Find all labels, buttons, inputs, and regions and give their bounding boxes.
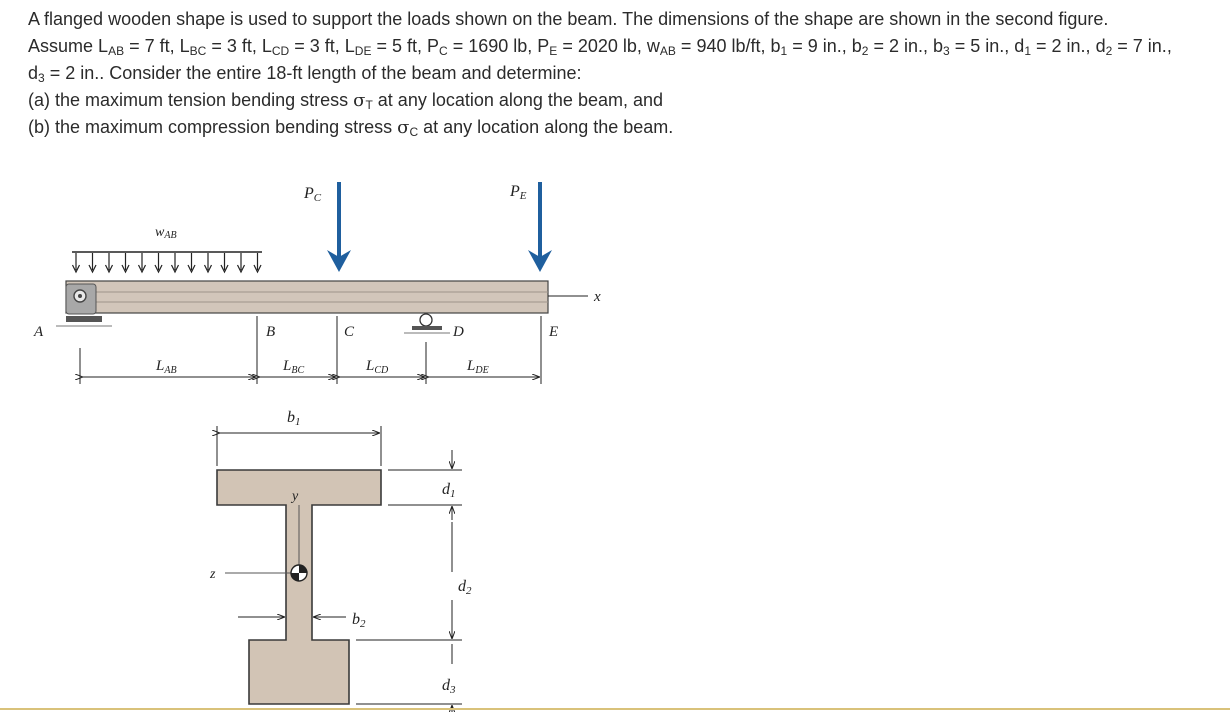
centroid-icon xyxy=(291,565,307,581)
given-symbol: L xyxy=(261,36,272,56)
given-value: 2 in. xyxy=(1051,36,1086,56)
part-b-text: (b) the maximum compression bending stress xyxy=(28,117,398,137)
given-subscript: DE xyxy=(354,44,372,58)
given-symbol: b xyxy=(770,36,781,56)
point-load-pe xyxy=(509,182,552,272)
given-symbol: L xyxy=(344,36,355,56)
given-symbol: w xyxy=(646,36,660,56)
given-subscript: CD xyxy=(271,44,290,58)
w-ab-label: wAB xyxy=(155,225,177,241)
x-axis-label: x xyxy=(594,289,601,305)
d1-label: d1 xyxy=(442,481,456,500)
sigma-symbol: σ xyxy=(397,117,410,138)
span-dimensions xyxy=(80,342,541,384)
given-symbol: d xyxy=(28,63,39,83)
sigma-sub: C xyxy=(409,125,419,139)
z-axis-label: z xyxy=(210,567,216,582)
given-value: 3 ft xyxy=(309,36,335,56)
given-symbol: P xyxy=(537,36,550,56)
given-item: $L_{AB} = 7$ ft, xyxy=(98,36,180,58)
given-value: 7 ft xyxy=(144,36,170,56)
sigma-sub: T xyxy=(365,98,373,112)
given-item: $P_C = 1690$ lb, xyxy=(427,36,538,58)
given-value: 1690 lb xyxy=(468,36,528,56)
given-value: 2 in. xyxy=(888,36,924,56)
y-axis-label: y xyxy=(292,489,299,504)
given-value: 2020 lb xyxy=(577,36,637,56)
pe-label: PE xyxy=(510,183,527,202)
b1-label: b1 xyxy=(287,409,301,428)
given-value: 2 in. xyxy=(65,63,100,83)
span-bc-label: $L_{BC}$ xyxy=(283,358,305,376)
given-symbol: d xyxy=(1014,36,1025,56)
assume-word: Assume xyxy=(28,36,94,56)
given-item: $P_E = 2020$ lb, xyxy=(537,36,647,58)
roller-support-d xyxy=(404,314,450,333)
given-symbol: b xyxy=(851,36,862,56)
given-symbol: L xyxy=(98,36,109,56)
given-subscript: 3 xyxy=(38,71,45,85)
given-value: 3 ft xyxy=(226,36,252,56)
given-subscript: E xyxy=(549,44,558,58)
given-item: $w_{AB} = 940$ lb/ft, xyxy=(646,36,771,58)
problem-consider: Consider the entire 18-ft length of the beam and determine: xyxy=(109,63,582,83)
roller-icon xyxy=(420,314,432,326)
span-de-label: $L_{DE}$ xyxy=(467,358,489,376)
given-value: 9 in. xyxy=(807,36,842,56)
bottom-divider xyxy=(0,708,1230,710)
beam-body xyxy=(66,281,548,313)
span-ab-label: $L_{AB}$ xyxy=(156,358,177,376)
problem-intro: A flanged wooden shape is used to support the loads shown on the beam. The dimensions of the shape are shown in the second figure. xyxy=(28,9,1109,29)
given-subscript: 2 xyxy=(1105,44,1113,58)
given-subscript: 1 xyxy=(1024,44,1031,58)
part-a-text-end: at any location along the beam, and xyxy=(372,90,664,110)
given-item: $L_{BC} = 3$ ft, xyxy=(179,36,262,58)
distributed-load-arrows xyxy=(73,253,262,272)
given-subscript: AB xyxy=(659,44,676,58)
given-item: $d_3 = 2$ in.. xyxy=(28,63,110,85)
cross-section-diagram xyxy=(209,409,472,712)
given-item: $L_{CD} = 3$ ft, xyxy=(261,36,345,58)
given-subscript: 3 xyxy=(943,44,950,58)
roller-base xyxy=(412,326,442,330)
given-value: 940 lb/ft xyxy=(696,36,761,56)
part-a-text: (a) the maximum tension bending stress xyxy=(28,90,354,110)
support-base xyxy=(66,316,102,322)
given-item: $b_3 = 5$ in., xyxy=(933,36,1015,58)
beam-diagram xyxy=(33,182,601,384)
given-symbol: d xyxy=(1095,36,1106,56)
point-a-label: A xyxy=(34,324,44,340)
d2-label: d2 xyxy=(458,578,472,597)
given-item: $d_1 = 2$ in., xyxy=(1014,36,1096,58)
pc-label: PC xyxy=(304,185,322,204)
b2-label: b2 xyxy=(352,611,366,630)
given-symbol: P xyxy=(427,36,440,56)
given-item: $b_2 = 2$ in., xyxy=(851,36,934,58)
given-item: $L_{DE} = 5$ ft, xyxy=(344,36,427,58)
given-symbol: L xyxy=(179,36,190,56)
given-value: 5 ft xyxy=(391,36,417,56)
point-b-label: B xyxy=(266,324,276,340)
point-c-label: C xyxy=(344,324,355,340)
given-subscript: AB xyxy=(108,44,125,58)
d3-label: d3 xyxy=(442,677,456,696)
point-load-pc xyxy=(303,182,351,272)
given-value: 7 in. xyxy=(1132,36,1167,56)
point-e-label: E xyxy=(549,324,559,340)
distributed-load xyxy=(72,225,262,272)
span-cd-label: $L_{CD}$ xyxy=(366,358,389,376)
pin-center xyxy=(78,294,82,298)
point-d-label: D xyxy=(453,324,464,340)
part-b-text-end: at any location along the beam. xyxy=(418,117,674,137)
given-item: $b_1 = 9$ in., xyxy=(770,36,852,58)
given-subscript: 1 xyxy=(780,44,788,58)
given-subscript: 2 xyxy=(861,44,869,58)
given-subscript: C xyxy=(439,44,448,58)
sigma-symbol: σ xyxy=(353,90,366,111)
given-value: 5 in. xyxy=(970,36,1005,56)
given-symbol: b xyxy=(933,36,944,56)
given-item: $d_2 = 7$ in., xyxy=(1095,36,1172,58)
given-subscript: BC xyxy=(189,44,207,58)
